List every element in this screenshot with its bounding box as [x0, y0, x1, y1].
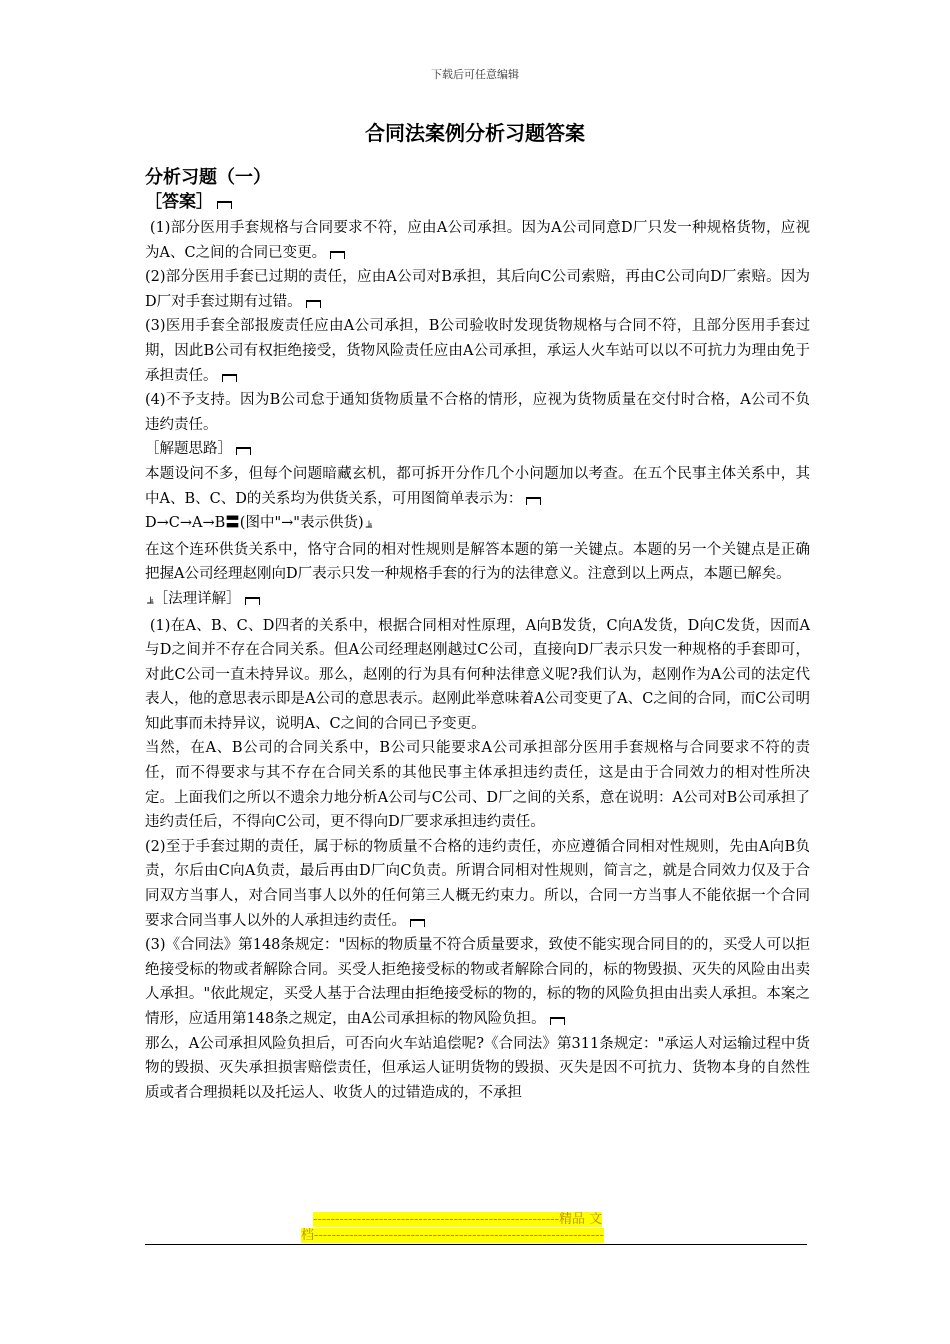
footer-line-2-text: 档------------------------------------------------------------------ [301, 1228, 604, 1243]
header-note: 下载后可任意编辑 [431, 68, 519, 81]
paragraph-mark-icon [550, 1017, 565, 1025]
paragraph-mark-icon [306, 300, 321, 308]
document-body [145, 166, 810, 1105]
footer-line-1-text: --------------------------------------------------------精品 文 [313, 1212, 603, 1227]
paragraph-mark-icon [217, 201, 232, 209]
paragraph-mark-icon [245, 597, 260, 605]
flow-mark-icon: ⫡ [365, 519, 373, 531]
law-paragraph-1-text: (1)在A、B、C、D四者的关系中，根据合同相对性原理，A向B发货，C向A发货，D向C发货，因而A与D之间并不存在合同关系。但A公司经理赵刚越过C公司，直接向D厂表示只发一种规格的手套即可，对此C公司一直未持异议。那么，赵刚的行为具有何种法律意义呢?我们认为，赵刚作为A公司的法定代表人，他的意思表示即是A公司的意思表示。赵刚此举意味着A公司变更了A、C之间的合同，而C公司明知此事而未持异议，说明A、C之间的合同已予变更。 [145, 617, 810, 732]
paragraph-mark-icon [330, 251, 345, 259]
law-paragraph-3-text: (2)至于手套过期的责任，属于标的物质量不合格的违约责任，亦应遵循合同相对性规则，先由A向B负责，尔后由C向A负责，最后再由D厂向C负责。所谓合同相对性规则，简言之，就是合同效力仅及于合同双方当事人，对合同当事人以外的任何第三人概无约束力。所以，合同一方当事人不能依据一个合同要求合同当事人以外的人承担违约责任。 [145, 838, 810, 929]
approach-heading-text: ［解题思路］ [145, 441, 232, 458]
law-paragraph-5-text: 那么，A公司承担风险负担后，可否向火车站追偿呢?《合同法》第311条规定："承运人对运输过程中货物的毁损、灭失承担损害赔偿责任，但承运人证明货物的毁损、灭失是因不可抗力、货物本身的自然性质或者合理损耗以及托运人、收货人的过错造成的，不承担 [145, 1035, 810, 1101]
footer-line-2 [145, 1228, 810, 1244]
answer-1 [145, 216, 810, 265]
footer-rule [145, 1244, 807, 1245]
law-paragraph-1 [145, 614, 810, 737]
paragraph-mark-icon [526, 497, 541, 505]
paragraph-mark-icon [410, 919, 425, 927]
answer-3 [145, 314, 810, 388]
answer-4 [145, 388, 810, 437]
answer-4-text: (4)不予支持。因为B公司怠于通知货物质量不合格的情形，应视为货物质量在交付时合格，A公司不负违约责任。 [145, 392, 810, 433]
law-heading [145, 587, 810, 614]
law-heading-text: ［法理详解］ [153, 590, 241, 607]
answer-1-text: (1)部分医用手套规格与合同要求不符，应由A公司承担。因为A公司同意D厂只发一种规格货物，应视为A、C之间的合同已变更。 [145, 220, 811, 261]
approach-text-body: 本题设问不多，但每个问题暗藏玄机，都可拆开分作几个小问题加以考查。在五个民事主体关系中，其中A、B、C、D的关系均为供货关系，可用图简单表示为： [145, 465, 810, 507]
law-paragraph-3 [145, 835, 810, 933]
answer-2 [145, 265, 810, 314]
footer-line-1 [145, 1212, 810, 1228]
approach-text [145, 462, 810, 511]
answer-heading-text: ［答案］ [145, 192, 213, 212]
paragraph-mark-icon [236, 447, 251, 455]
law-prefix-icon: ⫡ [147, 594, 154, 606]
flow-line-text: D→C→A→B〓(图中"→"表示供货) [145, 515, 364, 532]
flow-line [145, 511, 810, 538]
law-paragraph-4 [145, 933, 810, 1031]
law-paragraph-2-text: 当然，在A、B公司的合同关系中，B公司只能要求A公司承担部分医用手套规格与合同要求不符的责任，而不得要求与其不存在合同关系的其他民事主体承担违约责任，这是由于合同效力的相对性所决定。上面我们之所以不遗余力地分析A公司与C公司、D厂之间的关系，意在说明：A公司对B公司承担了违约责任后，不得向C公司，更不得向D厂要求承担违约责任。 [145, 740, 810, 831]
answer-heading [145, 190, 810, 214]
answer-3-text: (3)医用手套全部报废责任应由A公司承担，B公司验收时发现货物规格与合同不符，且部分医用手套过期，因此B公司有权拒绝接受，货物风险责任应由A公司承担，承运人火车站可以以不可抗力为理由免于承担责任。 [145, 318, 810, 384]
footer-banner [145, 1212, 810, 1244]
paragraph-mark-icon [222, 374, 237, 382]
section-heading: 分析习题（一） [145, 167, 271, 188]
law-paragraph-2 [145, 736, 810, 834]
approach-text-2-body: 在这个连环供货关系中，恪守合同的相对性规则是解答本题的第一关键点。本题的另一个关键点是正确把握A公司经理赵刚向D厂表示只发一种规格手套的行为的法律意义。注意到以上两点，本题已解矣。 [145, 541, 810, 583]
approach-text-2 [145, 538, 810, 587]
law-paragraph-4-text: (3)《合同法》第148条规定："因标的物质量不符合质量要求，致使不能实现合同目的的，买受人可以拒绝接受标的物或者解除合同。买受人拒绝接受标的物或者解除合同的，标的物毁损、灭失的风险由出卖人承担。"依此规定，买受人基于合法理由拒绝接受标的物的，标的物的风险负担由出卖人承担。本案之情形，应适用第148条之规定，由A公司承担标的物风险负担。 [145, 937, 810, 1027]
document-title: 合同法案例分析习题答案 [365, 121, 585, 145]
answer-2-text: (2)部分医用手套已过期的责任，应由A公司对B承担，其后向C公司索赔，再由C公司向D厂索赔。因为D厂对手套过期有过错。 [145, 269, 810, 310]
law-paragraph-5 [145, 1032, 810, 1106]
approach-heading [145, 437, 810, 462]
